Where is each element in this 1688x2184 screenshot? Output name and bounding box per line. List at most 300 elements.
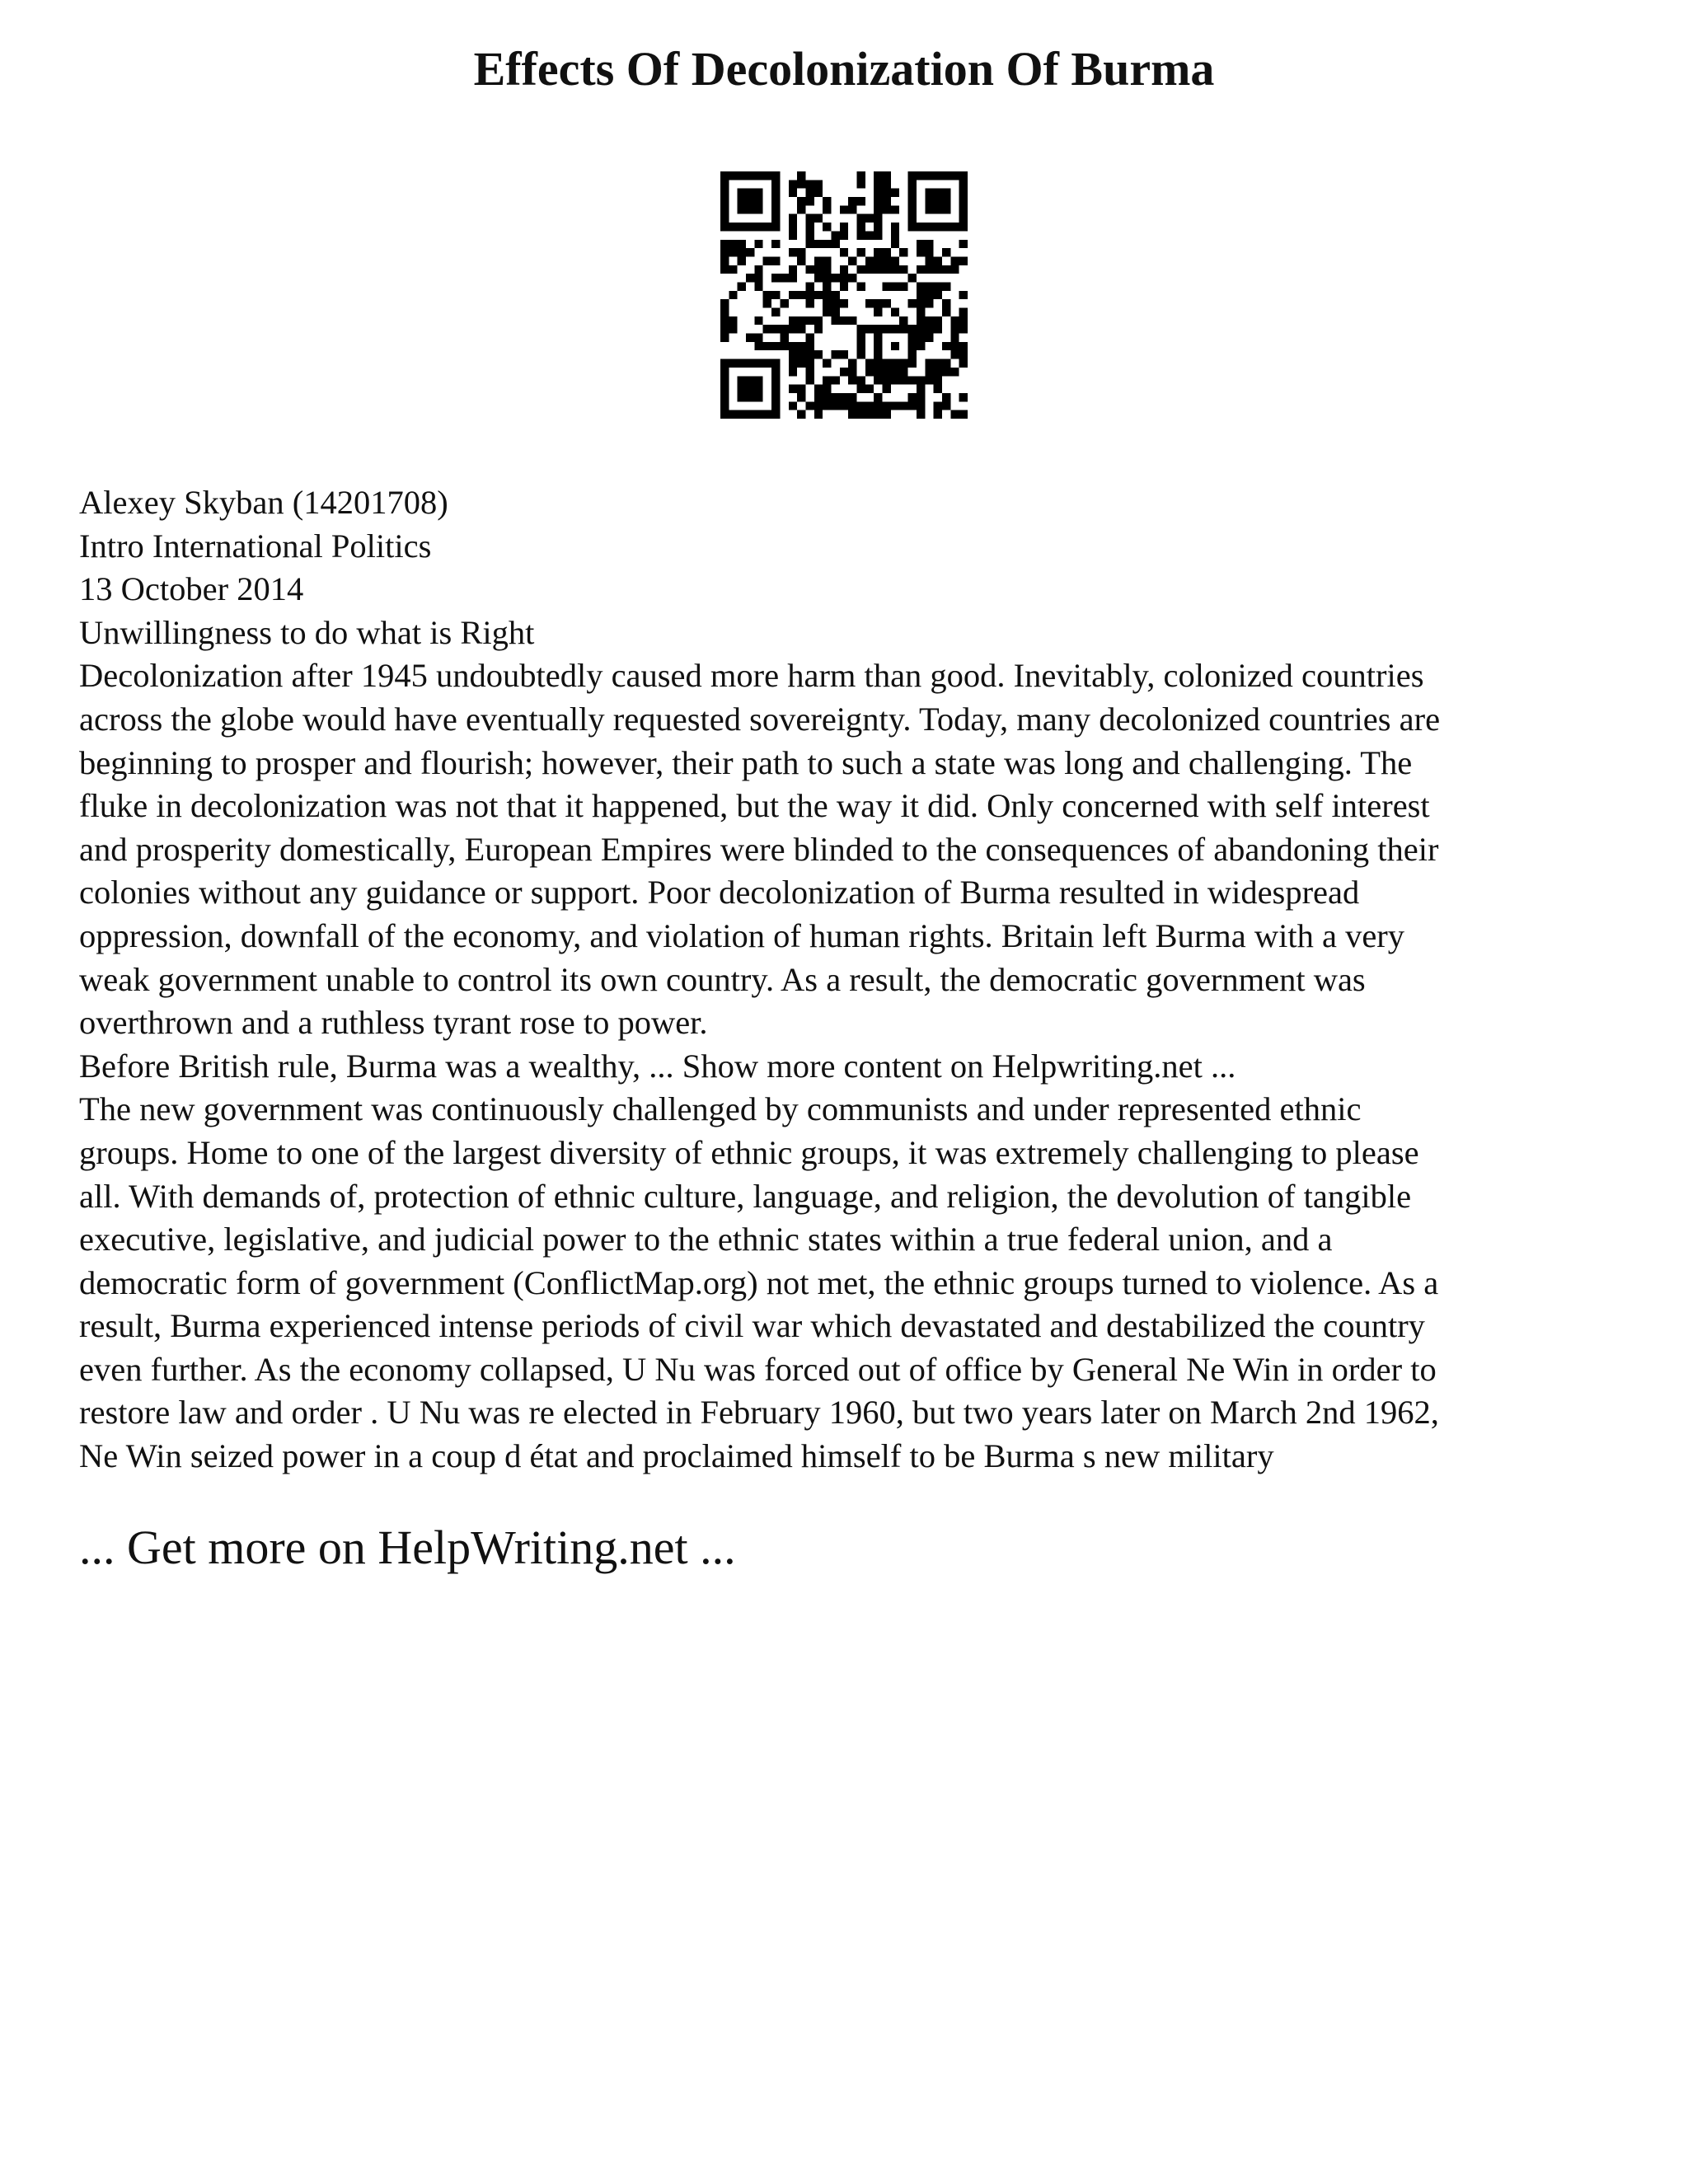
qr-module [738,376,746,384]
paragraph-line: oppression, downfall of the economy, and violation of human rights. Britain left Burma with a very [79,916,1405,954]
qr-module [925,325,933,333]
qr-module [950,368,959,376]
qr-module [780,334,788,342]
qr-module [908,197,917,205]
qr-module [917,248,925,256]
qr-module [865,368,874,376]
qr-module [891,231,899,239]
qr-module [763,299,771,307]
qr-module [789,385,797,393]
paragraph-line: all. With demands of, protection of ethnic culture, language, and religion, the devolution of tangible [79,1177,1412,1215]
qr-module [942,248,950,256]
qr-module [899,368,907,376]
qr-module [823,223,831,231]
qr-module [754,197,762,205]
paragraph-line: across the globe would have eventually requested sovereignty. Today, many decolonized countries are [79,700,1441,738]
course-line: Intro International Politics [79,527,432,565]
qr-module [942,205,950,213]
qr-module [789,274,797,282]
qr-module [950,334,959,342]
qr-module [831,231,839,239]
qr-module [857,171,865,180]
qr-module [959,316,968,325]
qr-module [917,393,925,401]
qr-module [823,265,831,274]
qr-module [771,376,780,384]
date-line: 13 October 2014 [79,570,304,608]
qr-module [908,350,917,359]
qr-module [848,197,856,205]
qr-module [720,197,729,205]
qr-module [771,223,780,231]
qr-module [763,342,771,350]
qr-module [789,342,797,350]
qr-module [883,265,891,274]
qr-code-icon [720,171,968,419]
qr-module [789,231,797,239]
qr-module [959,410,968,419]
qr-module [738,359,746,368]
qr-module [959,308,968,316]
qr-module [959,240,968,248]
qr-module [908,401,917,410]
qr-module [857,350,865,359]
qr-module [857,197,865,205]
qr-module [908,325,917,333]
qr-module [917,171,925,180]
qr-module [908,223,917,231]
qr-module [874,376,882,384]
qr-module [831,393,839,401]
qr-module [720,368,729,376]
qr-module [771,240,780,248]
qr-module [874,401,882,410]
qr-module [891,308,899,316]
qr-module [814,393,823,401]
qr-module [729,325,737,333]
qr-module [899,359,907,368]
qr-module [823,385,831,393]
qr-module [934,316,942,325]
qr-module [780,342,788,350]
qr-module [874,256,882,265]
qr-module [840,223,848,231]
qr-module [899,282,907,290]
qr-module [754,223,762,231]
qr-module [840,393,848,401]
qr-module [771,342,780,350]
page-title: Effects Of Decolonization Of Burma [473,42,1215,96]
qr-module [925,223,933,231]
qr-module [771,393,780,401]
qr-module [797,342,805,350]
qr-module [805,299,814,307]
qr-module [771,308,780,316]
qr-module [805,368,814,376]
qr-module [720,385,729,393]
qr-module [917,376,925,384]
qr-module [805,180,814,188]
qr-module [738,197,746,205]
get-more-link[interactable]: ... Get more on HelpWriting.net ... [79,1521,736,1574]
qr-module [746,223,754,231]
qr-module [720,299,729,307]
qr-module [883,189,891,197]
qr-module [823,393,831,401]
qr-module [720,316,729,325]
qr-module [823,256,831,265]
qr-module [720,265,729,274]
qr-module [754,316,762,325]
qr-module [720,214,729,223]
qr-module [729,291,737,299]
qr-module [789,325,797,333]
qr-module [771,359,780,368]
qr-module [883,180,891,188]
qr-module [899,325,907,333]
qr-module [925,189,933,197]
qr-module [805,316,814,325]
qr-module [729,265,737,274]
qr-module [814,316,823,325]
qr-module [729,248,737,256]
qr-module [823,359,831,368]
qr-module [848,376,856,384]
qr-module [874,214,882,223]
qr-module [925,282,933,290]
qr-module [738,205,746,213]
qr-module [865,410,874,419]
qr-module [771,291,780,299]
paragraph-line: The new government was continuously challenged by communists and under represented ethnic [79,1090,1362,1128]
qr-module [797,325,805,333]
qr-module [942,299,950,307]
qr-module [908,359,917,368]
qr-module [771,197,780,205]
qr-module [950,171,959,180]
qr-module [789,291,797,299]
qr-module [805,401,814,410]
qr-module [814,291,823,299]
qr-module [805,189,814,197]
paragraph-line: beginning to prosper and flourish; however, their path to such a state was long and challenging. The [79,743,1413,781]
qr-module [917,299,925,307]
qr-module [780,274,788,282]
qr-module [917,240,925,248]
qr-module [874,265,882,274]
qr-module [925,316,933,325]
qr-module [959,350,968,359]
qr-module [823,274,831,282]
qr-module [797,393,805,401]
qr-module [857,214,865,223]
qr-module [883,248,891,256]
qr-module [942,342,950,350]
qr-module [874,325,882,333]
qr-module [780,325,788,333]
qr-module [883,359,891,368]
qr-module [848,401,856,410]
qr-module [874,410,882,419]
qr-module [754,189,762,197]
qr-module [831,350,839,359]
essay-subtitle: Unwillingness to do what is Right [79,613,535,651]
qr-module [942,223,950,231]
qr-module [959,189,968,197]
qr-module [925,368,933,376]
qr-module [831,316,839,325]
qr-module [729,171,737,180]
qr-module [754,265,762,274]
qr-module [883,205,891,213]
qr-module [917,401,925,410]
qr-module [831,299,839,307]
qr-module [883,299,891,307]
qr-module [865,299,874,307]
qr-module [771,256,780,265]
qr-module [848,359,856,368]
qr-module [891,325,899,333]
qr-module [934,401,942,410]
show-more-teaser: Before British rule, Burma was a wealthy, ... Show more content on Helpwriting.net ... [79,1047,1236,1085]
qr-module [925,240,933,248]
qr-module [934,376,942,384]
qr-module [840,299,848,307]
qr-module [891,376,899,384]
paragraph-line: Decolonization after 1945 undoubtedly caused more harm than good. Inevitably, colonized countries [79,657,1424,695]
qr-module [814,180,823,188]
document-body [79,481,1629,1479]
qr-module [840,274,848,282]
qr-module [942,171,950,180]
qr-module [959,325,968,333]
qr-module [857,342,865,350]
qr-module [805,334,814,342]
qr-module [771,325,780,333]
qr-module [891,282,899,290]
qr-module [831,401,839,410]
paragraph-line: Ne Win seized power in a coup d état and proclaimed himself to be Burma s new military [79,1437,1274,1475]
qr-module [823,308,831,316]
qr-module [797,180,805,188]
qr-module [857,248,865,256]
qr-module [797,359,805,368]
qr-module [754,376,762,384]
qr-module [857,385,865,393]
qr-module [840,282,848,290]
qr-module [746,248,754,256]
qr-module [720,240,729,248]
qr-module [874,231,882,239]
qr-module [874,368,882,376]
author-line: Alexey Skyban (14201708) [79,484,448,521]
qr-module [891,401,899,410]
qr-module [848,410,856,419]
qr-module [805,342,814,350]
qr-module [738,240,746,248]
qr-module [917,308,925,316]
qr-module [763,223,771,231]
qr-module [823,401,831,410]
qr-module [789,223,797,231]
qr-module [763,359,771,368]
qr-module [823,376,831,384]
qr-module [823,299,831,307]
qr-module [738,393,746,401]
qr-module [720,180,729,188]
qr-module [738,282,746,290]
qr-module [857,334,865,342]
qr-module [720,171,729,180]
qr-module [874,342,882,350]
qr-module [891,368,899,376]
qr-module [865,265,874,274]
qr-module [925,197,933,205]
qr-module [899,316,907,325]
qr-module [874,180,882,188]
qr-module [754,385,762,393]
qr-module [746,205,754,213]
qr-module [840,231,848,239]
qr-module [917,334,925,342]
qr-module [959,291,968,299]
qr-module [805,231,814,239]
qr-module [959,214,968,223]
qr-module [925,248,933,256]
paragraph-line: fluke in decolonization was not that it happened, but the way it did. Only concerned with self interest [79,787,1430,825]
qr-module [789,189,797,197]
qr-module [848,205,856,213]
qr-module [840,401,848,410]
qr-module [814,240,823,248]
qr-module [950,350,959,359]
qr-module [805,359,814,368]
qr-module [720,189,729,197]
qr-module [925,334,933,342]
qr-module [874,205,882,213]
qr-module [925,256,933,265]
qr-module [831,291,839,299]
qr-module [805,265,814,274]
qr-module [746,189,754,197]
qr-module [720,205,729,213]
qr-module [805,240,814,248]
qr-module [857,180,865,188]
qr-module [823,282,831,290]
qr-module [831,240,839,248]
qr-module [925,291,933,299]
qr-module [908,334,917,342]
qr-module [771,368,780,376]
qr-module [754,274,762,282]
qr-module [789,368,797,376]
qr-module [942,359,950,368]
qr-module [857,265,865,274]
qr-module [874,393,882,401]
qr-module [754,393,762,401]
qr-module [805,214,814,223]
qr-module [805,350,814,359]
qr-module [720,325,729,333]
qr-module [720,308,729,316]
qr-module [883,368,891,376]
qr-module [738,223,746,231]
paragraph-line: and prosperity domestically, European Empires were blinded to the consequences of abandoning their [79,830,1439,868]
qr-module [883,401,891,410]
qr-module [883,410,891,419]
qr-module [797,291,805,299]
qr-module [942,308,950,316]
qr-module [874,223,882,231]
qr-module [874,171,882,180]
qr-module [857,401,865,410]
qr-module [917,291,925,299]
qr-module [942,282,950,290]
qr-module [814,385,823,393]
qr-module [950,316,959,325]
qr-module [883,385,891,393]
qr-module [754,410,762,419]
qr-module [831,274,839,282]
qr-module [908,180,917,188]
qr-module [720,223,729,231]
qr-module [942,393,950,401]
qr-module [899,265,907,274]
qr-module [720,334,729,342]
qr-module [823,240,831,248]
qr-module [771,189,780,197]
qr-module [738,410,746,419]
qr-module [797,350,805,359]
qr-module [840,248,848,256]
qr-module [891,205,899,213]
qr-module [746,393,754,401]
qr-module [934,385,942,393]
qr-module [891,189,899,197]
paragraph-line: democratic form of government (ConflictMap.org) not met, the ethnic groups turned to violence. As a [79,1263,1439,1301]
qr-module [771,171,780,180]
qr-module [934,223,942,231]
qr-module [840,368,848,376]
qr-module [738,256,746,265]
qr-module [891,240,899,248]
qr-module [720,401,729,410]
qr-module [720,410,729,419]
qr-module [746,359,754,368]
qr-module [797,205,805,213]
qr-module [789,180,797,188]
qr-module [908,393,917,401]
qr-module [814,265,823,274]
qr-module [738,189,746,197]
qr-module [908,205,917,213]
qr-module [865,325,874,333]
qr-module [899,401,907,410]
qr-module [814,256,823,265]
qr-module [934,189,942,197]
qr-module [789,248,797,256]
qr-module [925,376,933,384]
qr-module [942,265,950,274]
qr-module [865,385,874,393]
qr-module [789,401,797,410]
qr-module [925,265,933,274]
qr-module [865,359,874,368]
qr-module [874,334,882,342]
qr-module [789,359,797,368]
paragraph-line: even further. As the economy collapsed, U Nu was forced out of office by General Ne Win in order to [79,1350,1437,1388]
qr-module [917,265,925,274]
